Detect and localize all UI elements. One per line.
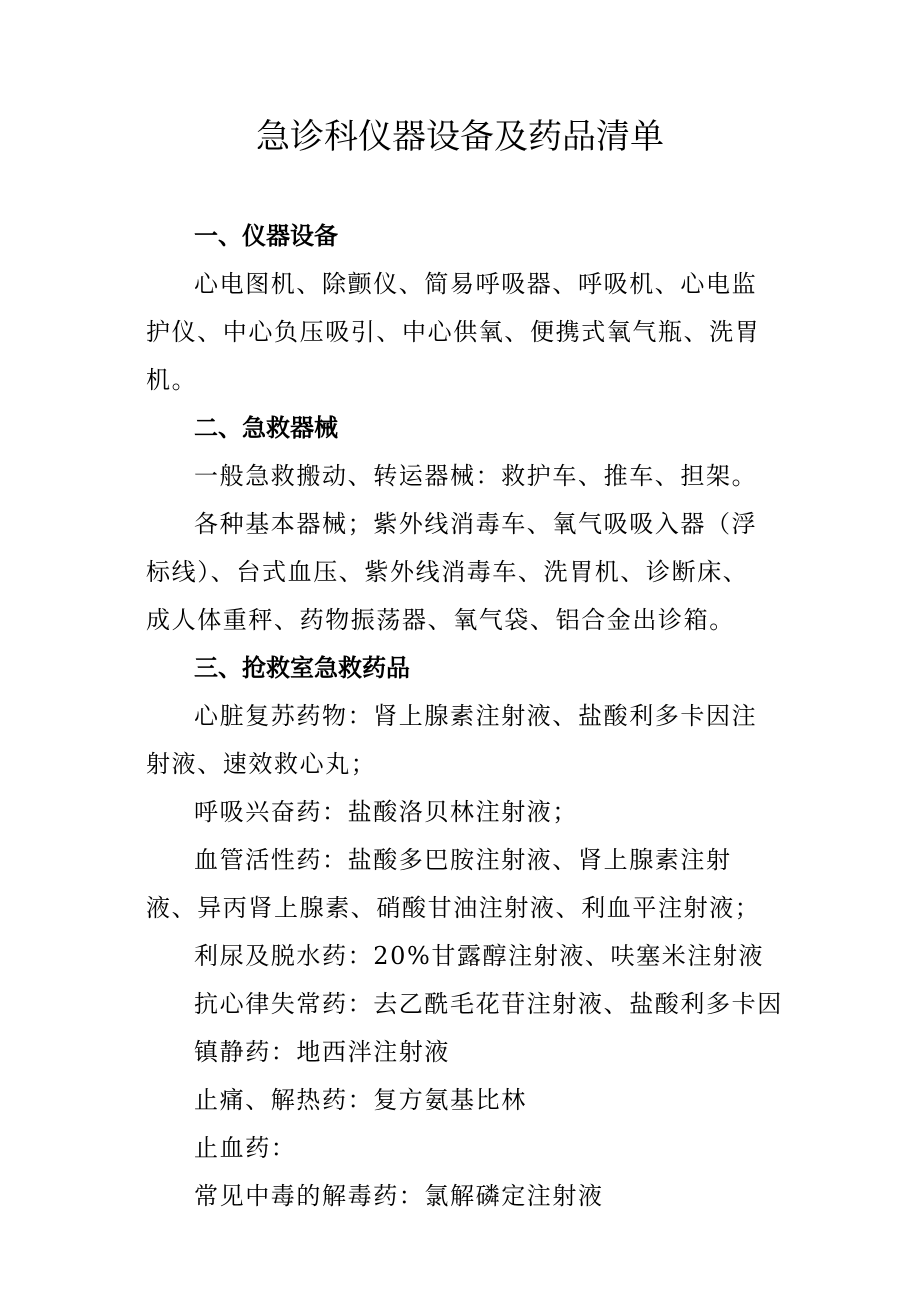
paragraph: 一般急救搬动、转运器械：救护车、推车、担架。 [194,462,758,490]
paragraph: 止血药： [194,1134,297,1162]
section-rescue-drugs [146,644,783,1220]
document-title: 急诊科仪器设备及药品清单 [256,117,664,157]
paragraph: 呼吸兴奋药：盐酸洛贝林注射液； [194,798,578,826]
paragraph: 心脏复苏药物：肾上腺素注射液、盐酸利多卡因注射液、速效救心丸； [146,702,758,778]
section-emergency-equipment [146,404,770,644]
document-body [146,212,783,1220]
paragraph: 常见中毒的解毒药：氯解磷定注射液 [194,1182,604,1210]
paragraph: 血管活性药：盐酸多巴胺注射液、肾上腺素注射液、异丙肾上腺素、硝酸甘油注射液、利血平注射液； [146,846,761,922]
section-heading: 一、仪器设备 [194,222,338,250]
section-instruments [146,212,770,404]
paragraph: 抗心律失常药：去乙酰毛花苷注射液、盐酸利多卡因 [194,990,783,1018]
paragraph: 镇静药：地西泮注射液 [194,1038,450,1066]
paragraph: 止痛、解热药：复方氨基比林 [194,1086,527,1114]
paragraph: 利尿及脱水药：20%甘露醇注射液、呋塞米注射液 [194,942,765,970]
section-heading: 三、抢救室急救药品 [194,654,410,682]
paragraph: 心电图机、除颤仪、简易呼吸器、呼吸机、心电监护仪、中心负压吸引、中心供氧、便携式氧气瓶、洗胃机。 [146,270,761,394]
section-heading: 二、急救器械 [194,414,338,442]
paragraph: 各种基本器械；紫外线消毒车、氧气吸吸入器（浮标线）、台式血压、紫外线消毒车、洗胃机、诊断床、成人体重秤、药物振荡器、氧气袋、铝合金出诊箱。 [146,510,758,634]
